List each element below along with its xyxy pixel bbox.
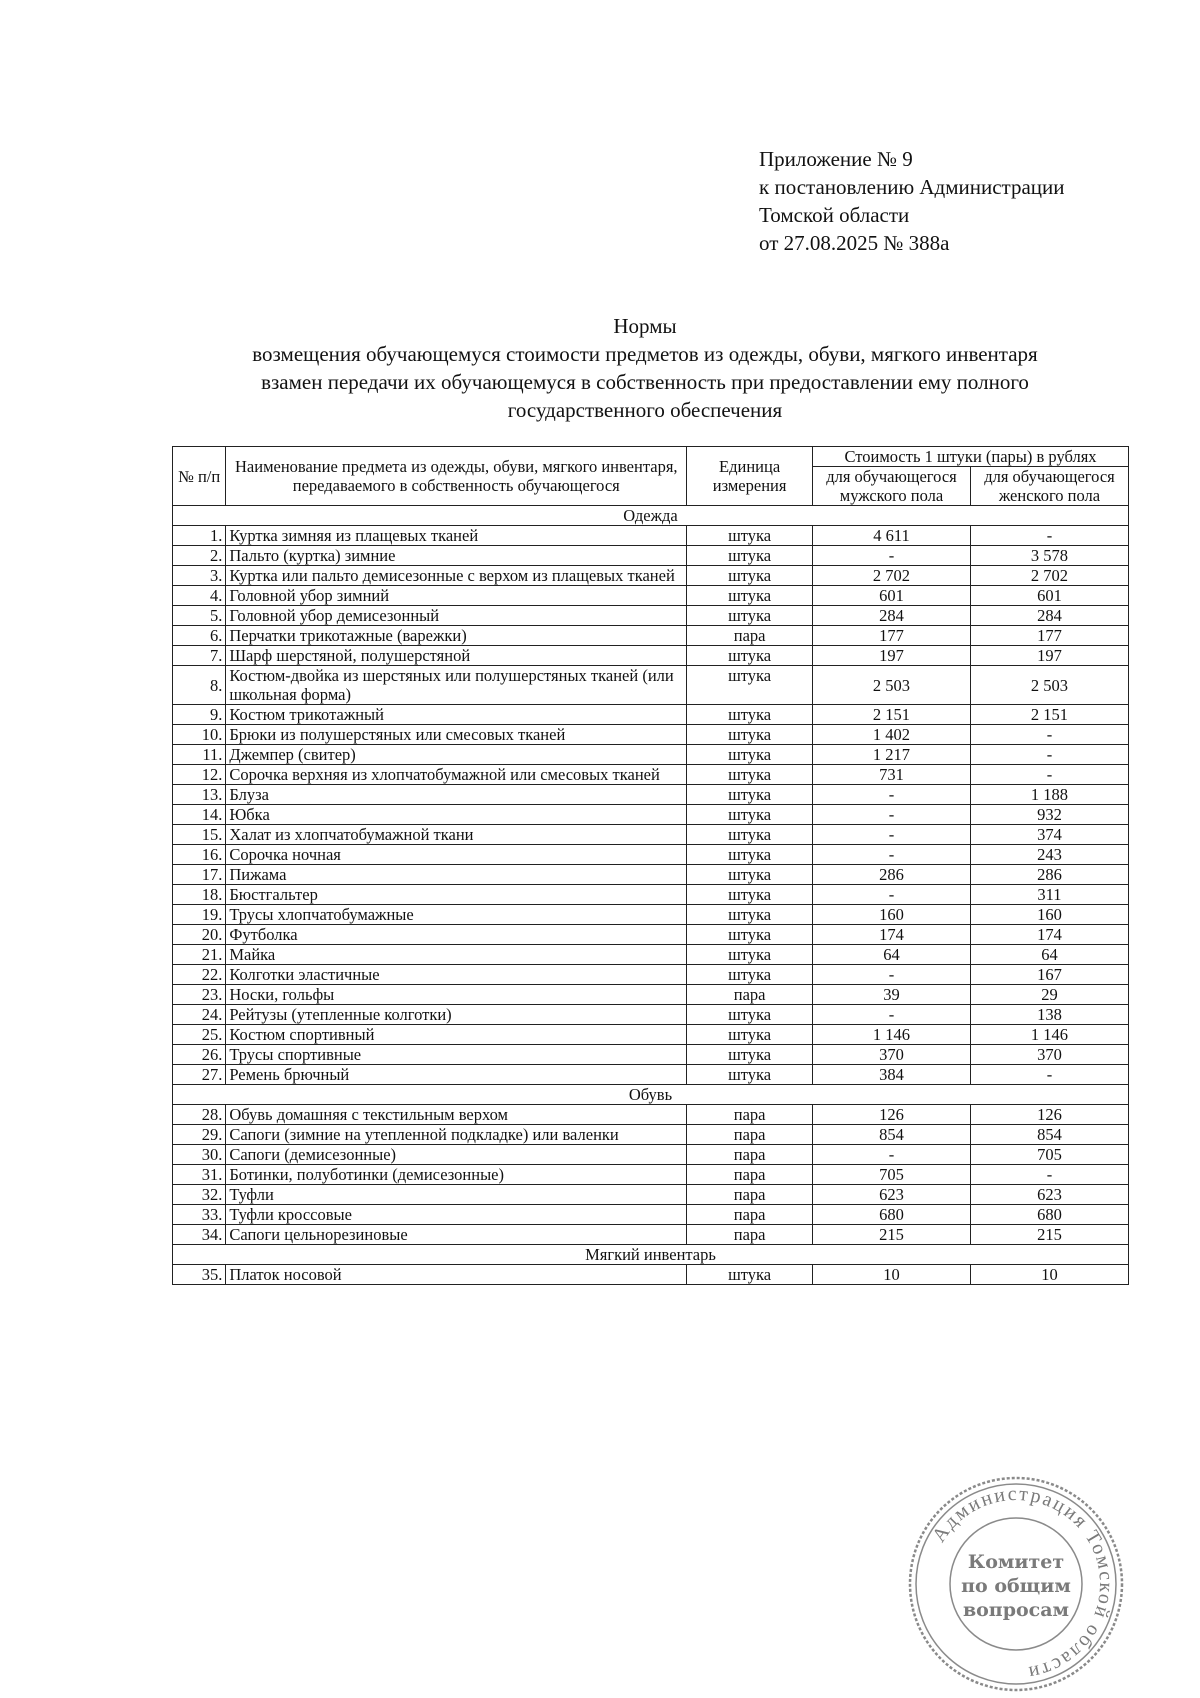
seal-ring-text: Администрация Томской области xyxy=(928,1482,1118,1685)
male-cost: 854 xyxy=(813,1125,971,1145)
row-number: 4. xyxy=(173,586,226,606)
female-cost: 3 578 xyxy=(970,546,1128,566)
row-number: 20. xyxy=(173,925,226,945)
seal-center-text: по общим xyxy=(961,1575,1071,1597)
row-number: 33. xyxy=(173,1205,226,1225)
table-row xyxy=(173,825,1129,845)
female-cost: 243 xyxy=(970,845,1128,865)
male-cost: 4 611 xyxy=(813,526,971,546)
row-number: 5. xyxy=(173,606,226,626)
table-row xyxy=(173,745,1129,765)
male-cost: 160 xyxy=(813,905,971,925)
table-row xyxy=(173,586,1129,606)
female-cost: 284 xyxy=(970,606,1128,626)
item-name: Майка xyxy=(226,945,687,965)
unit-cell: пара xyxy=(687,1105,813,1125)
unit-cell: пара xyxy=(687,985,813,1005)
table-row xyxy=(173,1065,1129,1085)
item-name: Брюки из полушерстяных или смесовых тканей xyxy=(226,725,687,745)
male-cost: 2 702 xyxy=(813,566,971,586)
row-number: 19. xyxy=(173,905,226,925)
unit-cell: штука xyxy=(687,1265,813,1285)
table-row xyxy=(173,526,1129,546)
seal-center-text: вопросам xyxy=(962,1599,1070,1621)
table-row xyxy=(173,945,1129,965)
male-cost: 126 xyxy=(813,1105,971,1125)
row-number: 11. xyxy=(173,745,226,765)
row-number: 35. xyxy=(173,1265,226,1285)
unit-cell: штука xyxy=(687,945,813,965)
header-male: для обучающегося мужского пола xyxy=(813,467,971,506)
female-cost: 311 xyxy=(970,885,1128,905)
female-cost: 138 xyxy=(970,1005,1128,1025)
table-row xyxy=(173,1145,1129,1165)
section-title: Обувь xyxy=(173,1085,1129,1105)
male-cost: 39 xyxy=(813,985,971,1005)
table-row xyxy=(173,1025,1129,1045)
table-row xyxy=(173,985,1129,1005)
unit-cell: штука xyxy=(687,606,813,626)
male-cost: - xyxy=(813,1145,971,1165)
appendix-decree: к постановлению Администрации xyxy=(759,175,1065,199)
unit-cell: штука xyxy=(687,705,813,725)
male-cost: - xyxy=(813,965,971,985)
row-number: 2. xyxy=(173,546,226,566)
row-number: 34. xyxy=(173,1225,226,1245)
row-number: 28. xyxy=(173,1105,226,1125)
row-number: 9. xyxy=(173,705,226,725)
table-body xyxy=(173,506,1129,1285)
unit-cell: штука xyxy=(687,1045,813,1065)
appendix-block xyxy=(759,145,1065,257)
female-cost: - xyxy=(970,526,1128,546)
item-name: Сапоги (зимние на утепленной подкладке) или валенки xyxy=(226,1125,687,1145)
unit-cell: штука xyxy=(687,865,813,885)
row-number: 30. xyxy=(173,1145,226,1165)
female-cost: 705 xyxy=(970,1145,1128,1165)
unit-cell: пара xyxy=(687,1185,813,1205)
female-cost: - xyxy=(970,725,1128,745)
table-row xyxy=(173,1205,1129,1225)
unit-cell: штука xyxy=(687,925,813,945)
male-cost: - xyxy=(813,885,971,905)
male-cost: 2 503 xyxy=(813,666,971,705)
norms-table xyxy=(172,446,1129,1285)
table-row xyxy=(173,785,1129,805)
female-cost: - xyxy=(970,745,1128,765)
item-name: Куртка зимняя из плащевых тканей xyxy=(226,526,687,546)
table-row xyxy=(173,765,1129,785)
item-name: Перчатки трикотажные (варежки) xyxy=(226,626,687,646)
unit-cell: пара xyxy=(687,1205,813,1225)
male-cost: 1 402 xyxy=(813,725,971,745)
table-header-row xyxy=(173,447,1129,467)
female-cost: 2 503 xyxy=(970,666,1128,705)
item-name: Трусы хлопчатобумажные xyxy=(226,905,687,925)
item-name: Джемпер (свитер) xyxy=(226,745,687,765)
row-number: 18. xyxy=(173,885,226,905)
item-name: Туфли кроссовые xyxy=(226,1205,687,1225)
unit-cell: штука xyxy=(687,586,813,606)
item-name: Головной убор зимний xyxy=(226,586,687,606)
item-name: Рейтузы (утепленные колготки) xyxy=(226,1005,687,1025)
female-cost: 174 xyxy=(970,925,1128,945)
female-cost: 64 xyxy=(970,945,1128,965)
item-name: Куртка или пальто демисезонные с верхом из плащевых тканей xyxy=(226,566,687,586)
table-row xyxy=(173,1045,1129,1065)
title-line: государственного обеспечения xyxy=(507,398,783,422)
table-row xyxy=(173,546,1129,566)
table-row xyxy=(173,805,1129,825)
item-name: Костюм-двойка из шерстяных или полушерстяных тканей (или школьная форма) xyxy=(226,666,687,705)
header-cost: Стоимость 1 штуки (пары) в рублях xyxy=(813,447,1129,467)
title-line: возмещения обучающемуся стоимости предметов из одежды, обуви, мягкого инвентаря xyxy=(252,342,1038,366)
table-row xyxy=(173,1005,1129,1025)
female-cost: 1 188 xyxy=(970,785,1128,805)
item-name: Туфли xyxy=(226,1185,687,1205)
unit-cell: штука xyxy=(687,666,813,705)
unit-cell: пара xyxy=(687,1165,813,1185)
table-row xyxy=(173,725,1129,745)
male-cost: 680 xyxy=(813,1205,971,1225)
item-name: Футболка xyxy=(226,925,687,945)
section-row xyxy=(173,1245,1129,1265)
row-number: 26. xyxy=(173,1045,226,1065)
item-name: Пальто (куртка) зимние xyxy=(226,546,687,566)
female-cost: - xyxy=(970,1165,1128,1185)
header-unit: Единица измерения xyxy=(687,447,813,506)
male-cost: 64 xyxy=(813,945,971,965)
item-name: Пижама xyxy=(226,865,687,885)
header-female: для обучающегося женского пола xyxy=(970,467,1128,506)
male-cost: 731 xyxy=(813,765,971,785)
row-number: 13. xyxy=(173,785,226,805)
item-name: Шарф шерстяной, полушерстяной xyxy=(226,646,687,666)
female-cost: 126 xyxy=(970,1105,1128,1125)
female-cost: 215 xyxy=(970,1225,1128,1245)
male-cost: 284 xyxy=(813,606,971,626)
male-cost: - xyxy=(813,825,971,845)
unit-cell: штука xyxy=(687,566,813,586)
section-row xyxy=(173,1085,1129,1105)
row-number: 6. xyxy=(173,626,226,646)
row-number: 29. xyxy=(173,1125,226,1145)
official-seal xyxy=(906,1474,1126,1694)
item-name: Ботинки, полуботинки (демисезонные) xyxy=(226,1165,687,1185)
section-row xyxy=(173,506,1129,526)
male-cost: 177 xyxy=(813,626,971,646)
row-number: 10. xyxy=(173,725,226,745)
female-cost: 1 146 xyxy=(970,1025,1128,1045)
row-number: 32. xyxy=(173,1185,226,1205)
unit-cell: штука xyxy=(687,1065,813,1085)
appendix-date: от 27.08.2025 № 388а xyxy=(759,231,950,255)
male-cost: 601 xyxy=(813,586,971,606)
table-row xyxy=(173,1265,1129,1285)
seal-center-text: Комитет xyxy=(967,1551,1065,1573)
male-cost: 705 xyxy=(813,1165,971,1185)
female-cost: 160 xyxy=(970,905,1128,925)
male-cost: - xyxy=(813,805,971,825)
item-name: Сорочка верхняя из хлопчатобумажной или смесовых тканей xyxy=(226,765,687,785)
table-row xyxy=(173,925,1129,945)
item-name: Блуза xyxy=(226,785,687,805)
female-cost: 601 xyxy=(970,586,1128,606)
unit-cell: пара xyxy=(687,1125,813,1145)
male-cost: 384 xyxy=(813,1065,971,1085)
female-cost: 29 xyxy=(970,985,1128,1005)
table-row xyxy=(173,1165,1129,1185)
female-cost: 286 xyxy=(970,865,1128,885)
item-name: Платок носовой xyxy=(226,1265,687,1285)
male-cost: 370 xyxy=(813,1045,971,1065)
item-name: Бюстгальтер xyxy=(226,885,687,905)
row-number: 1. xyxy=(173,526,226,546)
item-name: Обувь домашняя с текстильным верхом xyxy=(226,1105,687,1125)
section-title: Одежда xyxy=(173,506,1129,526)
row-number: 23. xyxy=(173,985,226,1005)
unit-cell: штука xyxy=(687,885,813,905)
row-number: 24. xyxy=(173,1005,226,1025)
female-cost: 623 xyxy=(970,1185,1128,1205)
row-number: 17. xyxy=(173,865,226,885)
female-cost: - xyxy=(970,1065,1128,1085)
unit-cell: пара xyxy=(687,626,813,646)
unit-cell: штука xyxy=(687,965,813,985)
female-cost: - xyxy=(970,765,1128,785)
unit-cell: штука xyxy=(687,546,813,566)
male-cost: - xyxy=(813,785,971,805)
unit-cell: штука xyxy=(687,1005,813,1025)
table-row xyxy=(173,705,1129,725)
item-name: Головной убор демисезонный xyxy=(226,606,687,626)
item-name: Ремень брючный xyxy=(226,1065,687,1085)
item-name: Костюм спортивный xyxy=(226,1025,687,1045)
female-cost: 167 xyxy=(970,965,1128,985)
unit-cell: пара xyxy=(687,1225,813,1245)
table-row xyxy=(173,1125,1129,1145)
table-row xyxy=(173,965,1129,985)
item-name: Халат из хлопчатобумажной ткани xyxy=(226,825,687,845)
female-cost: 370 xyxy=(970,1045,1128,1065)
item-name: Сапоги (демисезонные) xyxy=(226,1145,687,1165)
female-cost: 680 xyxy=(970,1205,1128,1225)
female-cost: 197 xyxy=(970,646,1128,666)
male-cost: 10 xyxy=(813,1265,971,1285)
female-cost: 2 702 xyxy=(970,566,1128,586)
table-row xyxy=(173,666,1129,705)
row-number: 15. xyxy=(173,825,226,845)
item-name: Трусы спортивные xyxy=(226,1045,687,1065)
unit-cell: штука xyxy=(687,825,813,845)
unit-cell: штука xyxy=(687,725,813,745)
male-cost: - xyxy=(813,546,971,566)
table-row xyxy=(173,646,1129,666)
table-row xyxy=(173,905,1129,925)
male-cost: 623 xyxy=(813,1185,971,1205)
male-cost: 215 xyxy=(813,1225,971,1245)
male-cost: 197 xyxy=(813,646,971,666)
row-number: 25. xyxy=(173,1025,226,1045)
table-row xyxy=(173,1225,1129,1245)
item-name: Костюм трикотажный xyxy=(226,705,687,725)
female-cost: 10 xyxy=(970,1265,1128,1285)
row-number: 16. xyxy=(173,845,226,865)
unit-cell: штука xyxy=(687,805,813,825)
item-name: Носки, гольфы xyxy=(226,985,687,1005)
row-number: 14. xyxy=(173,805,226,825)
male-cost: 174 xyxy=(813,925,971,945)
table-row xyxy=(173,865,1129,885)
female-cost: 854 xyxy=(970,1125,1128,1145)
title-line: Нормы xyxy=(613,314,677,338)
row-number: 27. xyxy=(173,1065,226,1085)
unit-cell: штука xyxy=(687,845,813,865)
document-title xyxy=(150,312,1140,424)
unit-cell: штука xyxy=(687,905,813,925)
header-num: № п/п xyxy=(173,447,226,506)
appendix-number: Приложение № 9 xyxy=(759,147,913,171)
row-number: 8. xyxy=(173,666,226,705)
unit-cell: штука xyxy=(687,1025,813,1045)
unit-cell: штука xyxy=(687,745,813,765)
item-name: Сапоги цельнорезиновые xyxy=(226,1225,687,1245)
title-line: взамен передачи их обучающемуся в собственность при предоставлении ему полного xyxy=(261,370,1029,394)
female-cost: 932 xyxy=(970,805,1128,825)
appendix-region: Томской области xyxy=(759,203,910,227)
table-row xyxy=(173,885,1129,905)
table-row xyxy=(173,845,1129,865)
male-cost: - xyxy=(813,845,971,865)
row-number: 7. xyxy=(173,646,226,666)
male-cost: 286 xyxy=(813,865,971,885)
item-name: Юбка xyxy=(226,805,687,825)
item-name: Сорочка ночная xyxy=(226,845,687,865)
row-number: 22. xyxy=(173,965,226,985)
unit-cell: пара xyxy=(687,1145,813,1165)
table-row xyxy=(173,566,1129,586)
row-number: 21. xyxy=(173,945,226,965)
unit-cell: штука xyxy=(687,765,813,785)
row-number: 3. xyxy=(173,566,226,586)
unit-cell: штука xyxy=(687,646,813,666)
male-cost: 1 217 xyxy=(813,745,971,765)
male-cost: 1 146 xyxy=(813,1025,971,1045)
table-row xyxy=(173,606,1129,626)
unit-cell: штука xyxy=(687,526,813,546)
row-number: 31. xyxy=(173,1165,226,1185)
section-title: Мягкий инвентарь xyxy=(173,1245,1129,1265)
unit-cell: штука xyxy=(687,785,813,805)
table-row xyxy=(173,1105,1129,1125)
female-cost: 177 xyxy=(970,626,1128,646)
row-number: 12. xyxy=(173,765,226,785)
male-cost: 2 151 xyxy=(813,705,971,725)
table-row xyxy=(173,1185,1129,1205)
header-name: Наименование предмета из одежды, обуви, мягкого инвентаря, передаваемого в собственность обучающегося xyxy=(226,447,687,506)
female-cost: 374 xyxy=(970,825,1128,845)
item-name: Колготки эластичные xyxy=(226,965,687,985)
male-cost: - xyxy=(813,1005,971,1025)
female-cost: 2 151 xyxy=(970,705,1128,725)
table-row xyxy=(173,626,1129,646)
